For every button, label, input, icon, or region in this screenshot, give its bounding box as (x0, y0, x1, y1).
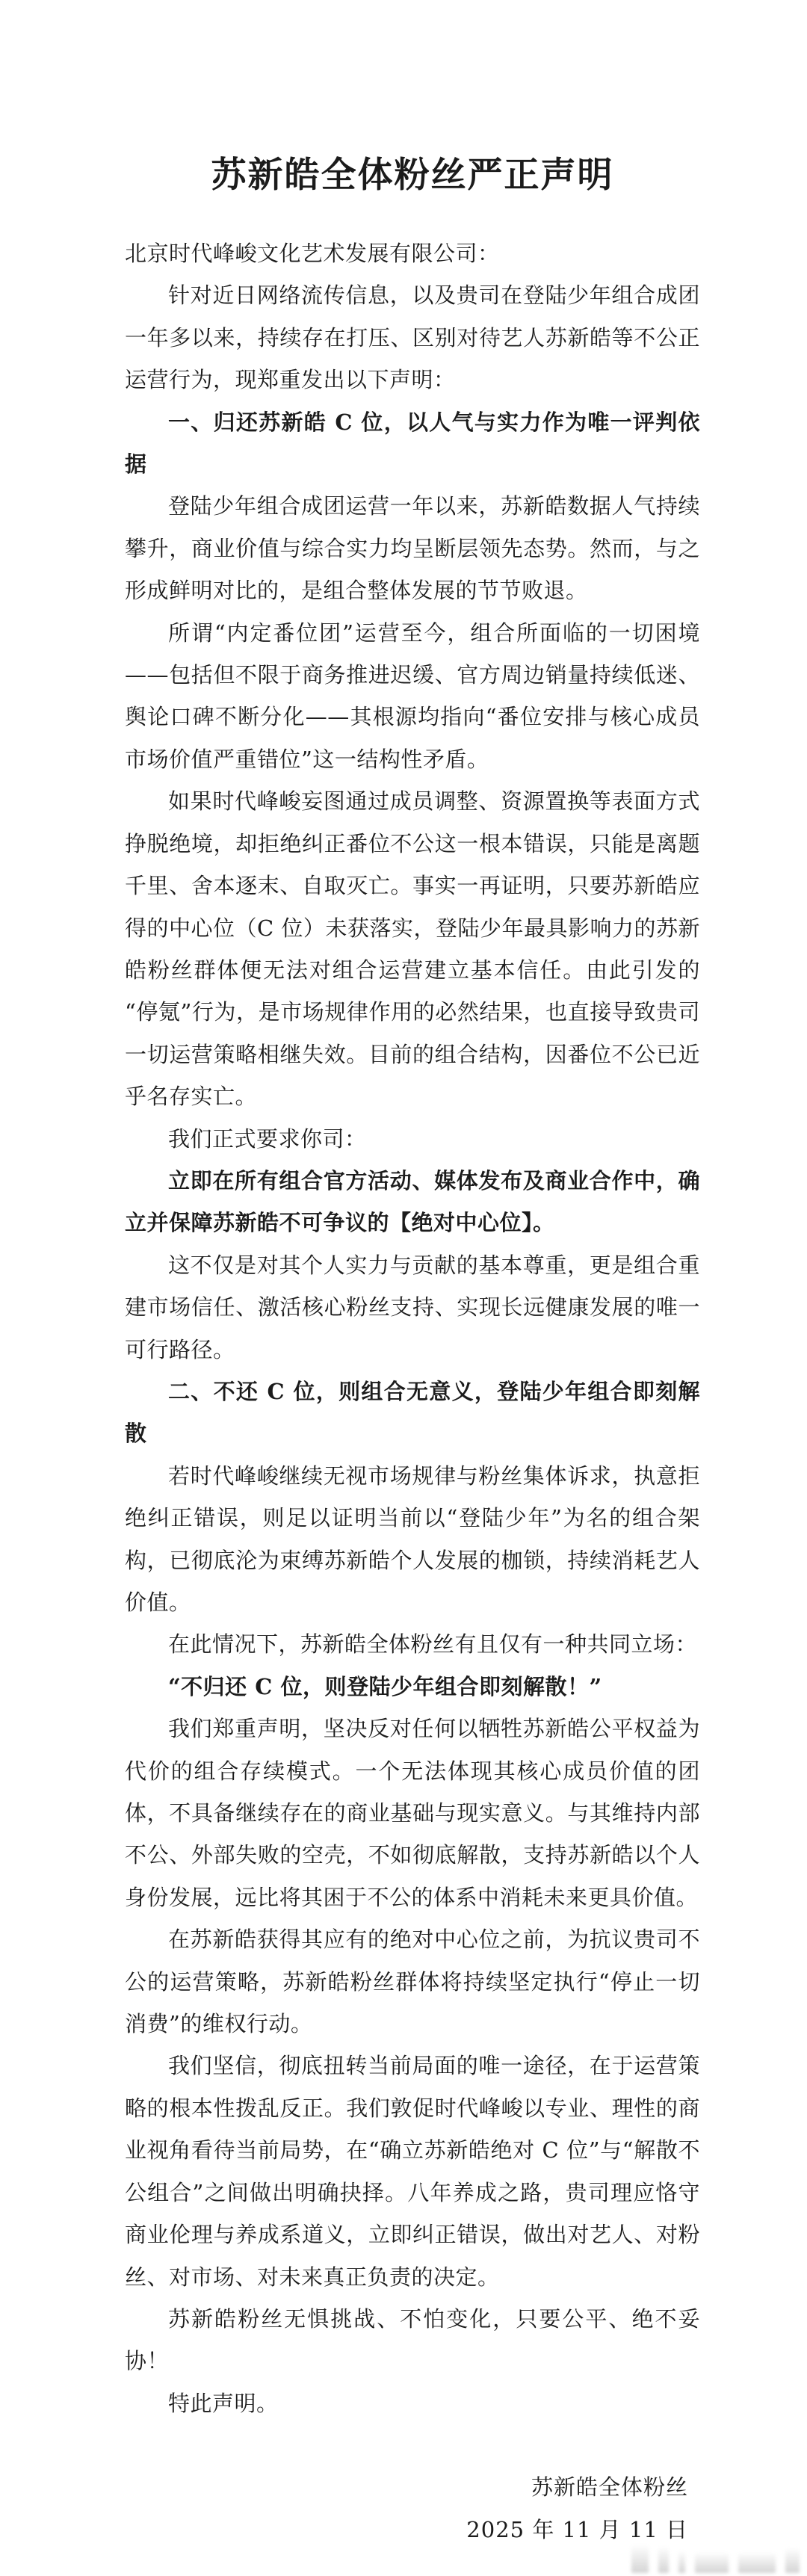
paragraph: 我们坚信，彻底扭转当前局面的唯一途径，在于运营策略的根本性拨乱反正。我们敦促时代峰峻以专业、理性的商业视角看待当前局势，在“确立苏新皓绝对 C 位”与“解散不公组合”之间做出明确抉择。八年养成之路，贵司理应恪守商业伦理与养成系道义，立即纠正错误，做出对艺人、对粉丝、对市场、对未来真正负责的决定。 (125, 2053, 700, 2290)
page-title: 苏新皓全体粉丝严正声明 (211, 155, 614, 196)
paragraph: 若时代峰峻继续无视市场规律与粉丝集体诉求，执意拒绝纠正错误，则足以证明当前以“登陆少年”为名的组合架构，已彻底沦为束缚苏新皓个人发展的枷锁，持续消耗艺人价值。 (125, 1462, 700, 1615)
paragraph: 二、不还 C 位，则组合无意义，登陆少年组合即刻解散 (125, 1378, 700, 1447)
paragraph-list (125, 274, 700, 2424)
paragraph: 针对近日网络流传信息，以及贵司在登陆少年组合成团一年多以来，持续存在打压、区别对待艺人苏新皓等不公正运营行为，现郑重发出以下声明： (125, 282, 700, 393)
date: 2025 年 11 月 11 日 (466, 2516, 688, 2542)
paragraph: 苏新皓粉丝无惧挑战、不怕变化，只要公平、绝不妥协！ (125, 2305, 700, 2374)
closing-block (125, 2466, 700, 2551)
paragraph: 立即在所有组合官方活动、媒体发布及商业合作中，确立并保障苏新皓不可争议的【绝对中心位】。 (125, 1167, 700, 1236)
paragraph: 如果时代峰峻妄图通过成员调整、资源置换等表面方式挣脱绝境，却拒绝纠正番位不公这一根本错误，只能是离题千里、舍本逐末、自取灭亡。事实一再证明，只要苏新皓应得的中心位（C 位）未获落实，登陆少年最具影响力的苏新皓粉丝群体便无法对组合运营建立基本信任。由此引发的“停氪”行为，是市场规律作用的必然结果，也直接导致贵司一切运营策略相继失效。目前的组合结构，因番位不公已近乎名存实亡。 (125, 788, 700, 1110)
signature: 苏新皓全体粉丝 (531, 2474, 688, 2501)
paragraph: 我们郑重声明，坚决反对任何以牺牲苏新皓公平权益为代价的组合存续模式。一个无法体现其核心成员价值的团体，不具备继续存在的商业基础与现实意义。与其维持内部不公、外部失败的空壳，不如彻底解散，支持苏新皓以个人身份发展，远比将其困于不公的体系中消耗未来更具价值。 (125, 1716, 700, 1910)
paragraph: “不归还 C 位，则登陆少年组合即刻解散！” (168, 1673, 602, 1699)
paragraph: 一、归还苏新皓 C 位，以人气与实力作为唯一评判依据 (125, 409, 700, 478)
paragraph: 这不仅是对其个人实力与贡献的基本尊重，更是组合重建市场信任、激活核心粉丝支持、实现长远健康发展的唯一可行路径。 (125, 1252, 700, 1362)
paragraph: 特此声明。 (168, 2390, 279, 2416)
statement-body (125, 232, 700, 2551)
salutation: 北京时代峰峻文化艺术发展有限公司： (125, 241, 500, 266)
paragraph: 在此情况下，苏新皓全体粉丝有且仅有一种共同立场： (168, 1631, 698, 1658)
paragraph: 所谓“内定番位团”运营至今，组合所面临的一切困境——包括但不限于商务推进迟缓、官方周边销量持续低迷、舆论口碑不断分化——其根源均指向“番位安排与核心成员市场价值严重错位”这一结构性矛盾。 (125, 620, 700, 772)
paragraph: 我们正式要求你司： (168, 1125, 367, 1152)
paragraph: 登陆少年组合成团运营一年以来，苏新皓数据人气持续攀升，商业价值与综合实力均呈断层领先态势。然而，与之形成鲜明对比的，是组合整体发展的节节败退。 (125, 493, 700, 604)
paragraph: 在苏新皓获得其应有的绝对中心位之前，为抗议贵司不公的运营策略，苏新皓粉丝群体将持续坚定执行“停止一切消费”的维权行动。 (125, 1927, 700, 2037)
